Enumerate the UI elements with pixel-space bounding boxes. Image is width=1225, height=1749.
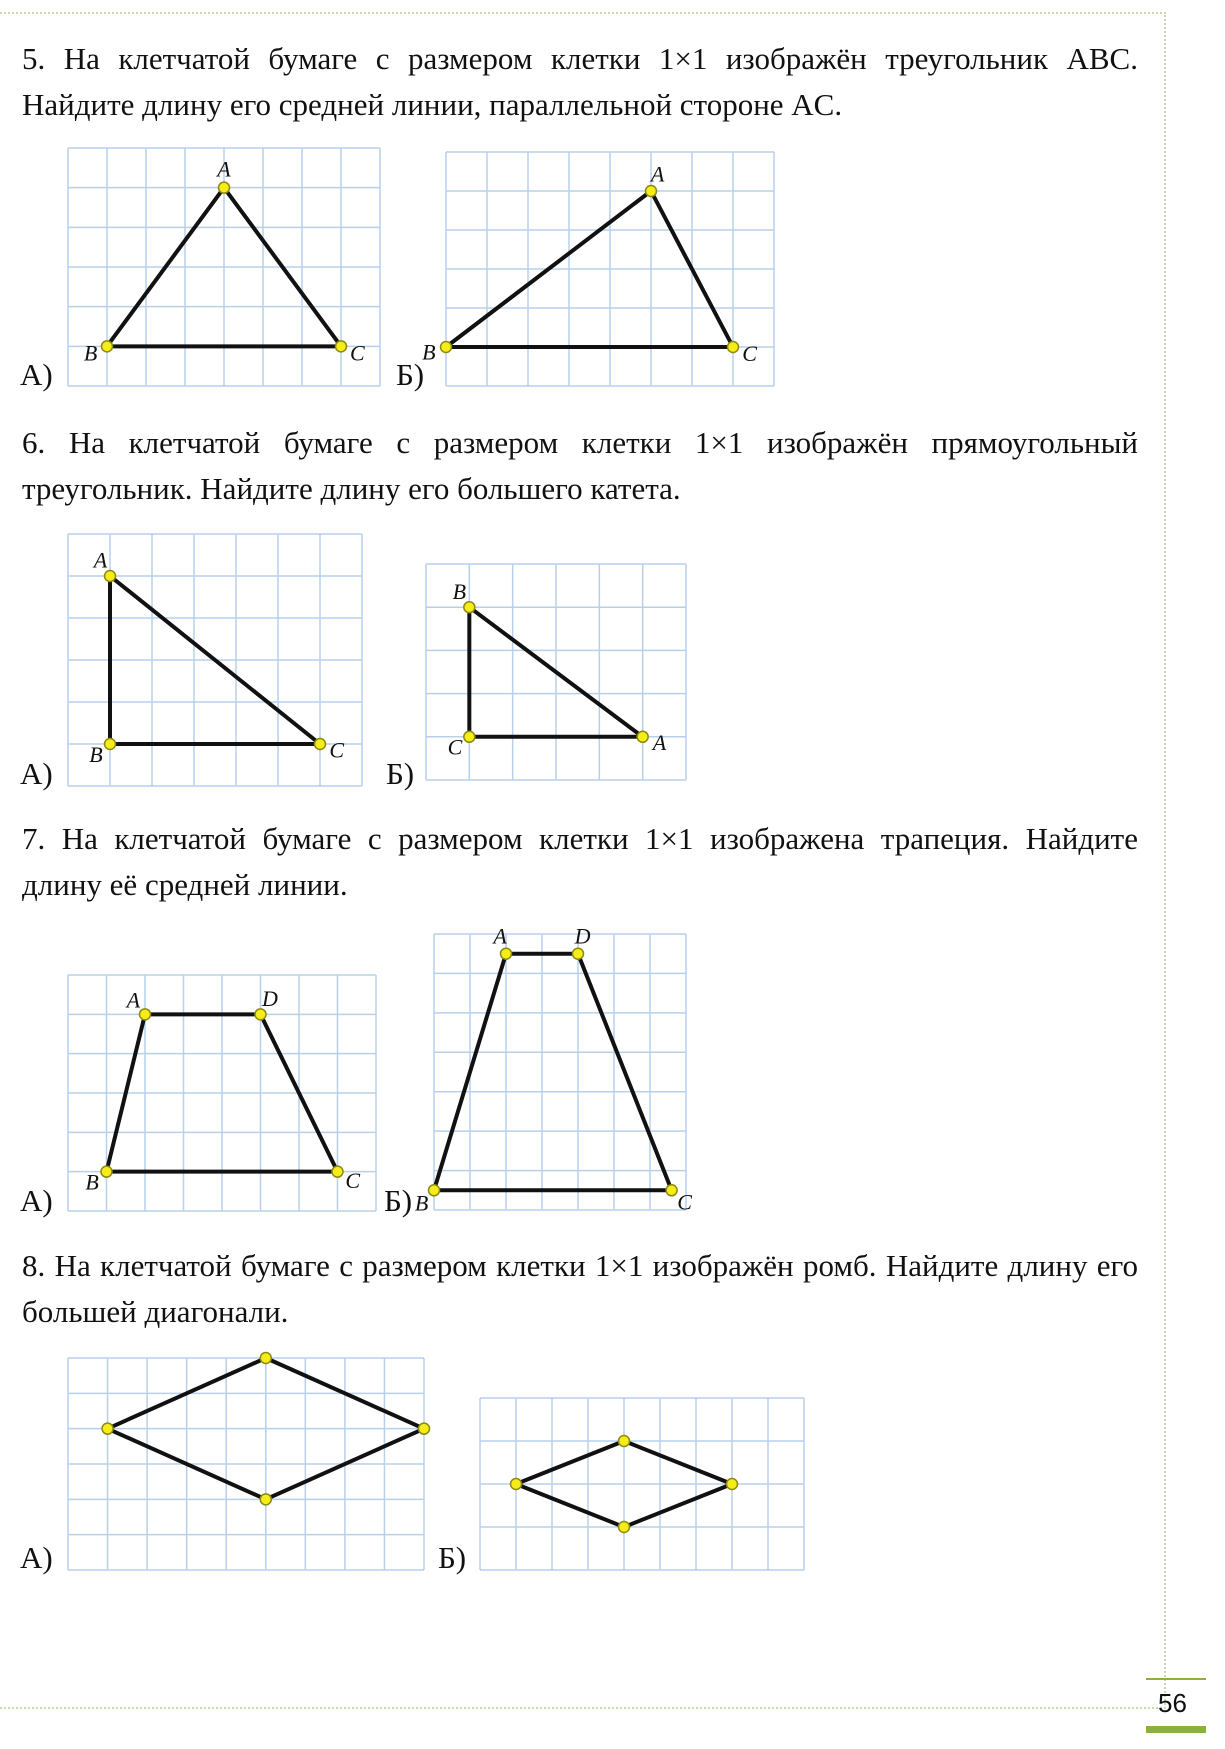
vertex-label: D: [574, 923, 591, 949]
vertex-label: A: [126, 987, 141, 1013]
vertex-point: [101, 1166, 112, 1177]
figure-7a: [68, 975, 376, 1211]
option-b-label: Б): [396, 357, 425, 392]
option-b-label: Б): [386, 756, 415, 791]
vertex-point: [419, 1423, 430, 1434]
grid-lines: [68, 975, 376, 1211]
figure-7b: [414, 923, 692, 1216]
figure-8b: [480, 1398, 804, 1570]
task-5-text: 5. На клетчатой бумаге с размером клетки 1×1 изображён треугольник ABC. Найдите длину его средней линии, параллельной стороне AC.: [22, 41, 1138, 122]
grid-lines: [446, 152, 774, 386]
vertex-label: C: [742, 341, 757, 367]
page-number-rule: [1146, 1678, 1206, 1680]
vertex-label: A: [650, 161, 665, 187]
page-frame-right: [1164, 12, 1166, 1712]
vertex-point: [105, 739, 116, 750]
vertex-point: [260, 1353, 271, 1364]
vertex-label: C: [350, 340, 365, 366]
vertex-point: [728, 342, 739, 353]
vertex-label: B: [85, 1169, 99, 1195]
vertex-label: D: [261, 985, 278, 1011]
vertex-point: [501, 948, 512, 959]
vertex-label: C: [677, 1189, 692, 1215]
vertex-point: [140, 1009, 151, 1020]
vertex-point: [315, 739, 326, 750]
vertex-label: B: [83, 340, 98, 366]
option-a-label: А): [20, 756, 53, 791]
figure-5a: [68, 148, 380, 386]
vertex-point: [332, 1166, 343, 1177]
vertex-point: [727, 1479, 738, 1490]
vertex-point: [646, 186, 657, 197]
option-a-label: А): [20, 1540, 53, 1575]
vertex-label: A: [217, 156, 231, 182]
task-7-text: 7. На клетчатой бумаге с размером клетки 1×1 изображена трапеция. Найдите длину её средней линии.: [22, 821, 1138, 902]
grid-lines: [68, 1358, 424, 1570]
vertex-point: [219, 182, 230, 193]
vertex-point: [573, 948, 584, 959]
vertex-point: [666, 1185, 677, 1196]
vertex-point: [102, 341, 113, 352]
option-b-label: Б): [384, 1183, 413, 1218]
vertex-point: [441, 342, 452, 353]
vertex-label: C: [345, 1168, 361, 1194]
vertex-label: A: [493, 923, 507, 949]
figure-6a: [68, 534, 362, 786]
vertex-point: [619, 1522, 630, 1533]
task-8-text: 8. На клетчатой бумаге с размером клетки 1×1 изображён ромб. Найдите длину его большей диагонали.: [22, 1248, 1138, 1329]
page-number: 56: [1158, 1688, 1187, 1718]
vertex-point: [464, 731, 475, 742]
vertex-point: [619, 1436, 630, 1447]
option-b-label: Б): [438, 1540, 467, 1575]
vertex-label: B: [452, 579, 467, 605]
vertex-label: C: [329, 737, 345, 763]
figure-8a: [68, 1358, 424, 1570]
figure-5b: [422, 152, 774, 386]
vertex-point: [429, 1185, 440, 1196]
vertex-label: B: [89, 742, 103, 768]
figure-6b: [426, 564, 686, 780]
vertex-point: [336, 341, 347, 352]
option-a-label: А): [20, 357, 53, 392]
page-frame-top: [0, 12, 1166, 14]
vertex-point: [260, 1494, 271, 1505]
grid-lines: [480, 1398, 804, 1570]
vertex-label: C: [447, 734, 463, 760]
vertex-point: [102, 1423, 113, 1434]
vertex-point: [511, 1479, 522, 1490]
vertex-label: A: [93, 547, 108, 573]
vertex-label: A: [652, 730, 667, 756]
option-a-label: А): [20, 1183, 53, 1218]
vertex-label: B: [422, 339, 436, 365]
vertex-point: [637, 731, 648, 742]
task-6-text: 6. На клетчатой бумаге с размером клетки 1×1 изображён прямоугольный треугольник. Найдите длину его большего катета.: [22, 425, 1138, 506]
vertex-label: B: [414, 1190, 429, 1216]
page-frame-bottom: [0, 1707, 1166, 1709]
page-number-bar: [1146, 1726, 1206, 1733]
